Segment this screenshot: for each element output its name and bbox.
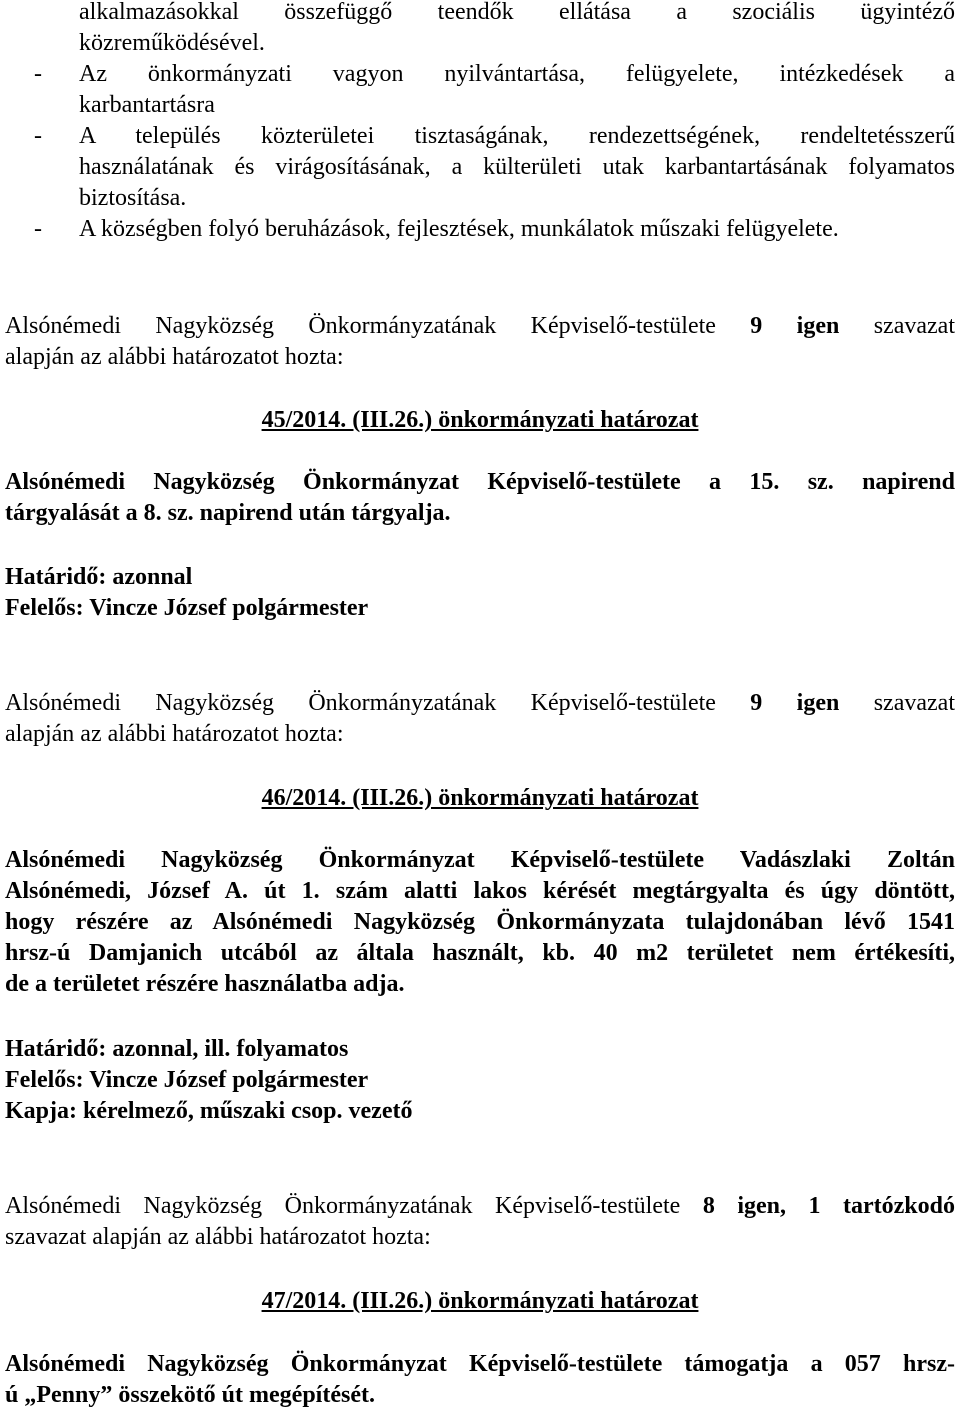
resolution-46-body-line-4: hrsz-ú Damjanich utcából az általa használt, kb. 40 m2 területet nem értékesíti, (5, 940, 955, 966)
resolution-47-title: 47/2014. (III.26.) önkormányzati határozat (261, 1288, 699, 1314)
resolution-45-deadline: Határidő: azonnal (5, 564, 193, 590)
intro-line-1: alkalmazásokkal összefüggő teendők ellátása a szociális ügyintéző (79, 0, 955, 25)
resolution-46-recipient: Kapja: kérelmező, műszaki csop. vezető (5, 1098, 413, 1124)
resolution-47-body-line-2: ú „Penny” összekötő út megépítését. (5, 1382, 375, 1408)
vote-suffix: szavazat (839, 690, 955, 716)
resolution-45-responsible: Felelős: Vincze József polgármester (5, 595, 369, 621)
vote-statement-3-line-2: szavazat alapján az alábbi határozatot hozta: (5, 1224, 431, 1250)
bullet-3-line-1: A községben folyó beruházások, fejlesztések, munkálatok műszaki felügyelete. (79, 216, 839, 242)
bullet-2-line-3: biztosítása. (79, 185, 187, 211)
vote-statement-2 (5, 688, 955, 719)
intro-line-2: közreműködésével. (79, 30, 265, 56)
resolution-45-body-line-2: tárgyalását a 8. sz. napirend után tárgyalja. (5, 500, 451, 526)
vote-suffix: szavazat (839, 313, 955, 339)
resolution-46-responsible: Felelős: Vincze József polgármester (5, 1067, 369, 1093)
bullet-2-line-2: használatának és virágosításának, a külterületi utak karbantartásának folyamatos (79, 154, 955, 180)
vote-count: 8 igen, 1 tartózkodó (702, 1193, 955, 1219)
vote-statement-1-line-2: alapján az alábbi határozatot hozta: (5, 344, 344, 370)
vote-count: 9 igen (750, 690, 840, 716)
resolution-46-title: 46/2014. (III.26.) önkormányzati határozat (261, 785, 699, 811)
vote-text: Alsónémedi Nagyközség Önkormányzatának Képviselő-testülete (5, 1193, 703, 1219)
resolution-45-title: 45/2014. (III.26.) önkormányzati határozat (261, 407, 699, 433)
vote-statement-1 (5, 311, 955, 342)
vote-count: 9 igen (750, 313, 840, 339)
bullet-dash: - (34, 61, 42, 87)
vote-text: Alsónémedi Nagyközség Önkormányzatának Képviselő-testülete (5, 313, 751, 339)
resolution-46-body-line-5: de a területet részére használatba adja. (5, 971, 405, 997)
vote-text: Alsónémedi Nagyközség Önkormányzatának Képviselő-testülete (5, 690, 751, 716)
resolution-46-deadline: Határidő: azonnal, ill. folyamatos (5, 1036, 349, 1062)
bullet-1-line-2: karbantartásra (79, 92, 215, 118)
vote-statement-3 (5, 1191, 955, 1222)
bullet-dash: - (34, 123, 42, 149)
resolution-46-body-line-1: Alsónémedi Nagyközség Önkormányzat Képviselő-testülete Vadászlaki Zoltán (5, 847, 955, 873)
bullet-2-line-1: A település közterületei tisztaságának, rendezettségének, rendeltetésszerű (79, 123, 955, 149)
bullet-dash: - (34, 216, 42, 242)
resolution-45-body-line-1: Alsónémedi Nagyközség Önkormányzat Képviselő-testülete a 15. sz. napirend (5, 469, 955, 495)
resolution-46-body-line-2: Alsónémedi, József A. út 1. szám alatti lakos kérését megtárgyalta és úgy döntött, (5, 878, 955, 904)
resolution-46-body-line-3: hogy részére az Alsónémedi Nagyközség Önkormányzata tulajdonában lévő 1541 (5, 909, 955, 935)
resolution-47-body-line-1: Alsónémedi Nagyközség Önkormányzat Képviselő-testülete támogatja a 057 hrsz- (5, 1351, 955, 1377)
bullet-1-line-1: Az önkormányzati vagyon nyilvántartása, felügyelete, intézkedések a (79, 61, 955, 87)
vote-statement-2-line-2: alapján az alábbi határozatot hozta: (5, 721, 344, 747)
